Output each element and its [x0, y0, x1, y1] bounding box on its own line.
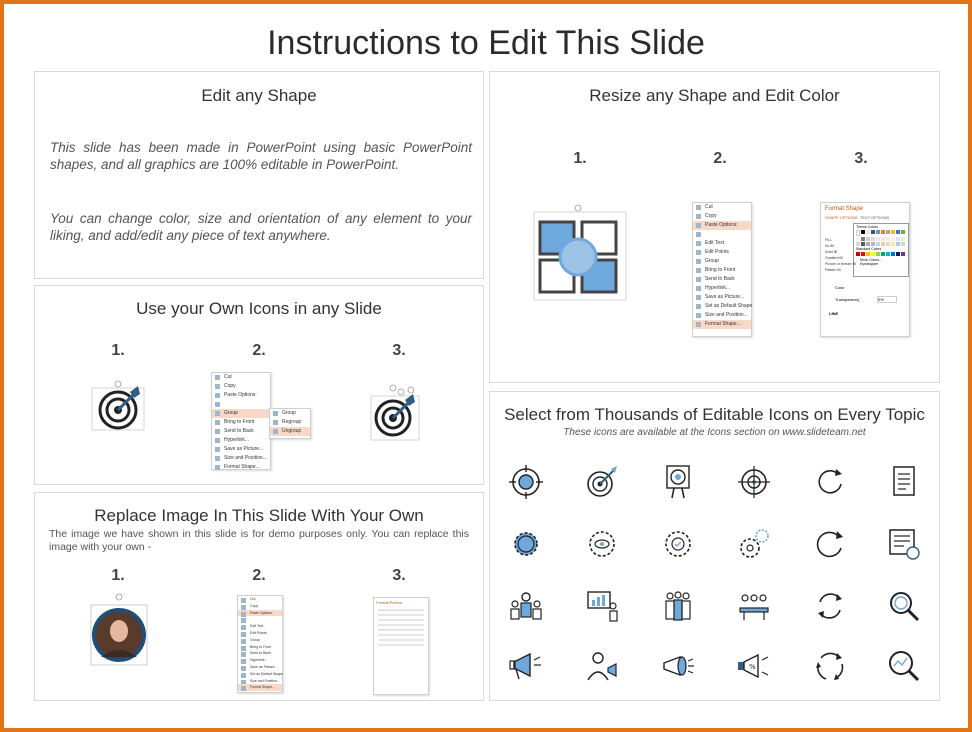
checklist-icon[interactable] — [886, 464, 922, 500]
target-icon[interactable] — [508, 464, 544, 500]
replace-image-context-menu[interactable] — [237, 595, 283, 693]
menu-item[interactable]: Copy — [212, 382, 270, 391]
edit-shape-panel — [34, 71, 484, 279]
menu-item[interactable]: Size and Position... — [212, 454, 270, 463]
svg-text:%: % — [749, 663, 756, 671]
menu-item[interactable]: Edit Points — [238, 630, 282, 637]
edit-shape-title: Edit any Shape — [201, 86, 317, 105]
own-icons-step-2: 2. — [252, 342, 266, 359]
cycle-arrows-icon[interactable] — [812, 648, 848, 684]
menu-item[interactable]: Copy — [693, 212, 751, 221]
menu-item[interactable]: Hyperlink... — [693, 284, 751, 293]
page-title: Instructions to Edit This Slide — [267, 24, 705, 62]
replace-image-text: The image we have shown in this slide is for demo purposes only. You can replace this image with your own - — [49, 528, 469, 553]
menu-item-format-shape[interactable]: Format Shape... — [693, 320, 751, 329]
gear-icon[interactable] — [508, 526, 544, 562]
ungrouped-target-icon — [365, 382, 425, 444]
format-picture-pane[interactable] — [373, 597, 429, 695]
menu-item[interactable]: Size and Position... — [238, 678, 282, 685]
target-icon — [90, 380, 146, 432]
menu-item[interactable]: Bring to Front — [693, 266, 751, 275]
analytics-search-icon[interactable] — [886, 648, 922, 684]
replace-image-title: Replace Image In This Slide With Your Own — [94, 506, 424, 525]
menu-item[interactable]: Paste Options: — [238, 610, 282, 617]
menu-item[interactable]: Edit Text — [238, 623, 282, 630]
team-leader-icon[interactable] — [508, 588, 544, 624]
icons-panel-subtitle: These icons are available at the Icons section on www.slideteam.net — [563, 427, 866, 438]
announcement-icon[interactable] — [736, 648, 772, 684]
resize-context-menu[interactable] — [692, 202, 752, 337]
transparency-label: Transparency — [835, 297, 860, 302]
refresh-arc-icon[interactable] — [812, 464, 848, 500]
menu-item[interactable]: Send to Back — [238, 650, 282, 657]
menu-item[interactable]: Set as Default Shape — [693, 302, 751, 311]
search-icon[interactable] — [886, 588, 922, 624]
format-shape-pane[interactable] — [820, 202, 910, 337]
submenu-item[interactable]: Regroup — [270, 418, 310, 427]
cycle-icon[interactable] — [812, 588, 848, 624]
submenu-item-ungroup[interactable]: Ungroup — [270, 427, 310, 436]
menu-item[interactable] — [212, 400, 270, 409]
quad-shape-graphic[interactable] — [526, 204, 634, 308]
megaphone-icon[interactable] — [508, 648, 544, 684]
menu-item[interactable]: Cut — [693, 203, 751, 212]
gear-check-icon[interactable] — [660, 526, 696, 562]
menu-item[interactable]: Set as Default Shape — [238, 671, 282, 678]
replace-image-step-3: 3. — [392, 567, 406, 584]
menu-item[interactable]: Hyperlink... — [238, 657, 282, 664]
resize-step-1: 1. — [573, 150, 587, 167]
menu-item[interactable]: Format Shape... — [238, 684, 282, 691]
replace-image-step-2: 2. — [252, 567, 266, 584]
own-icons-submenu[interactable] — [269, 408, 311, 439]
gears-icon[interactable] — [736, 526, 772, 562]
fill-option[interactable]: Gradient fill — [825, 256, 843, 260]
slide — [4, 4, 968, 728]
replace-image-step-1: 1. — [111, 567, 125, 584]
standard-colors-label: Standard Colors — [856, 247, 882, 251]
menu-item[interactable] — [693, 230, 751, 239]
own-icons-context-menu[interactable] — [211, 372, 271, 470]
tab-text-options[interactable]: TEXT OPTIONS — [859, 215, 890, 220]
tab-shape-options[interactable]: SHAPE OPTIONS — [825, 215, 858, 220]
gear-eye-icon[interactable] — [584, 526, 620, 562]
fill-option[interactable]: Solid fill — [825, 250, 838, 254]
team-meeting-icon[interactable] — [736, 588, 772, 624]
menu-item[interactable]: Cut — [212, 373, 270, 382]
menu-item[interactable]: Send to Back — [212, 427, 270, 436]
submenu-item[interactable]: Group — [270, 409, 310, 418]
own-icons-title: Use your Own Icons in any Slide — [136, 299, 382, 318]
replace-image-panel — [34, 492, 484, 701]
portrait-image[interactable] — [87, 591, 151, 669]
theme-colors-label: Theme Colors — [856, 225, 878, 229]
task-list-icon[interactable] — [886, 526, 922, 562]
format-picture-title: Format Picture — [376, 600, 403, 605]
color-label: Color — [835, 285, 845, 290]
resize-step-2: 2. — [713, 150, 727, 167]
menu-item[interactable]: Paste Options: — [693, 221, 751, 230]
icons-panel-title: Select from Thousands of Editable Icons on Every Topic — [504, 405, 925, 424]
crosshair-icon[interactable] — [736, 464, 772, 500]
resize-shape-title: Resize any Shape and Edit Color — [589, 86, 840, 105]
menu-item[interactable]: Bring to Front — [212, 418, 270, 427]
bullhorn-icon[interactable] — [660, 648, 696, 684]
menu-item[interactable]: Size and Position... — [693, 311, 751, 320]
transparency-value[interactable]: 0% — [877, 296, 897, 303]
menu-item[interactable]: Bring to Front — [238, 644, 282, 651]
menu-item[interactable]: Group — [238, 637, 282, 644]
circular-arrow-icon[interactable] — [812, 526, 848, 562]
fill-option[interactable]: No fill — [825, 244, 834, 248]
menu-item[interactable]: Save as Picture... — [238, 664, 282, 671]
menu-item[interactable]: Edit Points — [693, 248, 751, 257]
eyedropper-option[interactable]: Eyedropper — [860, 262, 879, 266]
menu-item[interactable] — [238, 616, 282, 623]
line-section[interactable]: LINE — [829, 311, 839, 316]
menu-item[interactable]: Hyperlink... — [212, 436, 270, 445]
more-colors-option[interactable]: More Colors... — [860, 258, 882, 262]
format-shape-title: Format Shape — [825, 206, 864, 212]
trophy-target-icon[interactable] — [660, 464, 696, 500]
own-icons-step-1: 1. — [111, 342, 125, 359]
menu-item[interactable]: Save as Picture... — [212, 445, 270, 454]
menu-item[interactable]: Format Shape... — [212, 463, 270, 472]
color-picker[interactable] — [853, 223, 909, 277]
fill-header: FILL — [825, 238, 833, 242]
menu-item[interactable]: Save as Picture... — [693, 293, 751, 302]
edit-shape-para1: This slide has been made in PowerPoint using basic PowerPoint shapes, and all graphics are 100% editable in PowerPoint. — [50, 140, 472, 172]
menu-item[interactable]: Paste Options: — [212, 391, 270, 400]
fill-option[interactable]: Picture or texture fill — [825, 262, 856, 266]
group-icon[interactable] — [660, 588, 696, 624]
icons-panel — [489, 391, 940, 701]
own-icons-panel — [34, 285, 484, 485]
menu-item[interactable]: Send to Back — [693, 275, 751, 284]
menu-item[interactable]: Group — [693, 257, 751, 266]
resize-shape-panel — [489, 71, 940, 383]
dart-target-icon[interactable] — [584, 464, 620, 500]
resize-step-3: 3. — [854, 150, 868, 167]
menu-item[interactable]: Copy — [238, 603, 282, 610]
fill-option[interactable]: Pattern fill — [825, 268, 841, 272]
menu-item[interactable]: Edit Text — [693, 239, 751, 248]
presentation-icon[interactable] — [584, 588, 620, 624]
speaker-person-icon[interactable] — [584, 648, 620, 684]
own-icons-step-3: 3. — [392, 342, 406, 359]
edit-shape-para2: You can change color, size and orientation of any element to your liking, and add/edit any piece of text anywhere. — [50, 211, 472, 243]
menu-item[interactable]: Cut — [238, 596, 282, 603]
menu-item-group[interactable]: Group — [212, 409, 270, 418]
